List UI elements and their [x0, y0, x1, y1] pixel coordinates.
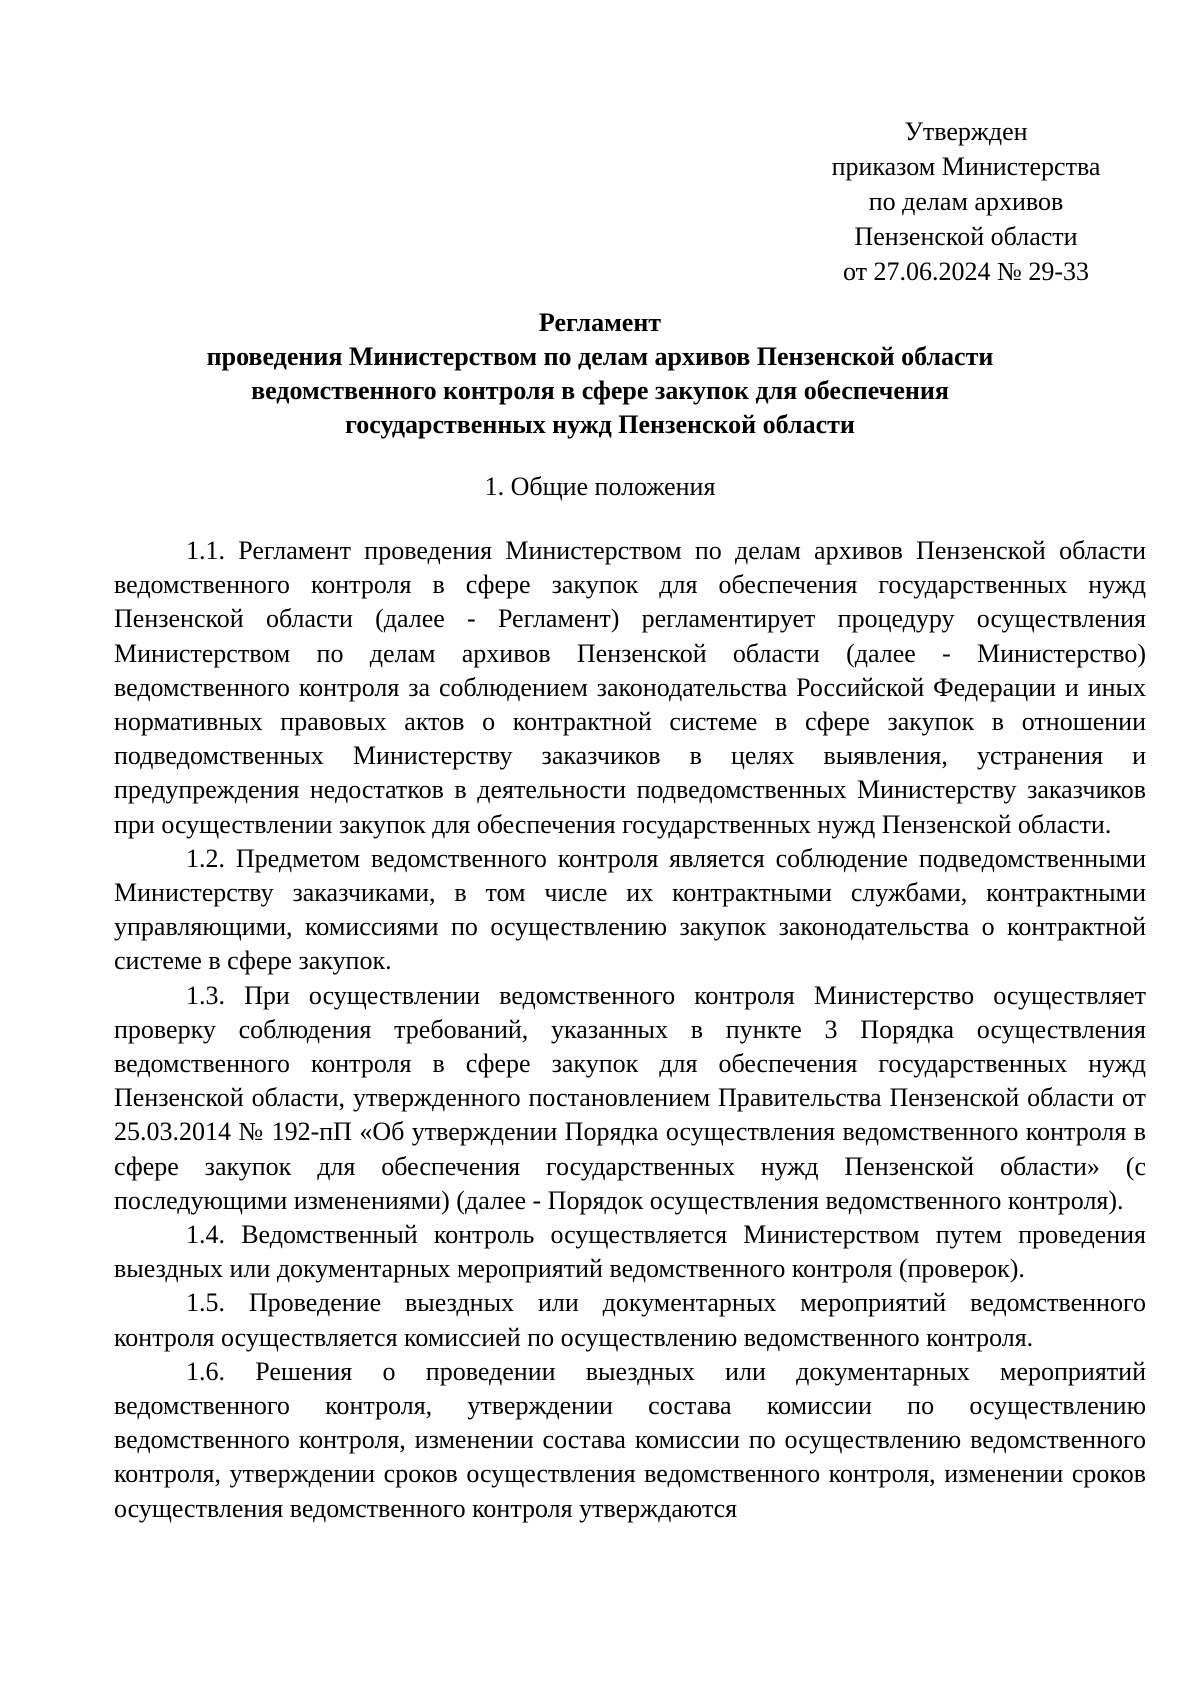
paragraph-1-1: 1.1. Регламент проведения Министерством по делам архивов Пензенской области ведомственного контроля в сфере закупок для обеспечения государственных нужд Пензенской области (далее - Регламент) регламентирует процедуру осуществления Министерством по делам архивов Пензенской области (далее - Министерство) ведомственного контроля за соблюдением законодательства Российской Федерации и иных нормативных правовых актов о контрактной системе в сфере закупок в отношении подведомственных Министерству заказчиков в целях выявления, устранения и предупреждения недостатков в деятельности подведомственных Министерству заказчиков при осуществлении закупок для обеспечения государственных нужд Пензенской области.	[114, 536, 1146, 839]
approval-line: по делам архивов	[868, 187, 1064, 216]
title-line: проведения Министерством по делам архивов Пензенской области	[206, 342, 994, 371]
document-title	[0, 306, 1200, 442]
approval-line: Пензенской области	[854, 222, 1078, 251]
paragraph-1-4: 1.4. Ведомственный контроль осуществляется Министерством путем проведения выездных или документарных мероприятий ведомственного контроля (проверок).	[114, 1220, 1146, 1284]
document-body	[114, 534, 1146, 1526]
title-line: Регламент	[538, 308, 662, 337]
paragraph-1-6: 1.6. Решения о проведении выездных или документарных мероприятий ведомственного контроля, утверждении состава комиссии по осуществлению ведомственного контроля, изменении состава комиссии по осуществлению ведомственного контроля, утверждении сроков осуществления ведомственного контроля, изменении сроков осуществления ведомственного контроля утверждаются	[114, 1356, 1146, 1523]
section-heading: 1. Общие положения	[484, 472, 716, 501]
approval-line: Утвержден	[904, 117, 1028, 146]
approval-stamp	[800, 114, 1132, 289]
title-line: государственных нужд Пензенской области	[345, 410, 855, 439]
title-line: ведомственного контроля в сфере закупок для обеспечения	[251, 376, 949, 405]
paragraph-1-2: 1.2. Предметом ведомственного контроля является соблюдение подведомственными Министерству заказчиками, в том числе их контрактными службами, контрактными управляющими, комиссиями по осуществлению закупок законодательства о контрактной системе в сфере закупок.	[114, 843, 1146, 976]
paragraph-1-5: 1.5. Проведение выездных или документарных мероприятий ведомственного контроля осуществляется комиссией по осуществлению ведомственного контроля.	[114, 1288, 1146, 1352]
approval-line: приказом Министерства	[831, 152, 1101, 181]
paragraph-1-3: 1.3. При осуществлении ведомственного контроля Министерство осуществляет проверку соблюдения требований, указанных в пункте 3 Порядка осуществления ведомственного контроля в сфере закупок для обеспечения государственных нужд Пензенской области, утвержденного постановлением Правительства Пензенской области от 25.03.2014 № 192-пП «Об утверждении Порядка осуществления ведомственного контроля в сфере закупок для обеспечения государственных нужд Пензенской области» (с последующими изменениями) (далее - Порядок осуществления ведомственного контроля).	[114, 980, 1146, 1215]
approval-line: от 27.06.2024 № 29-33	[843, 257, 1089, 286]
